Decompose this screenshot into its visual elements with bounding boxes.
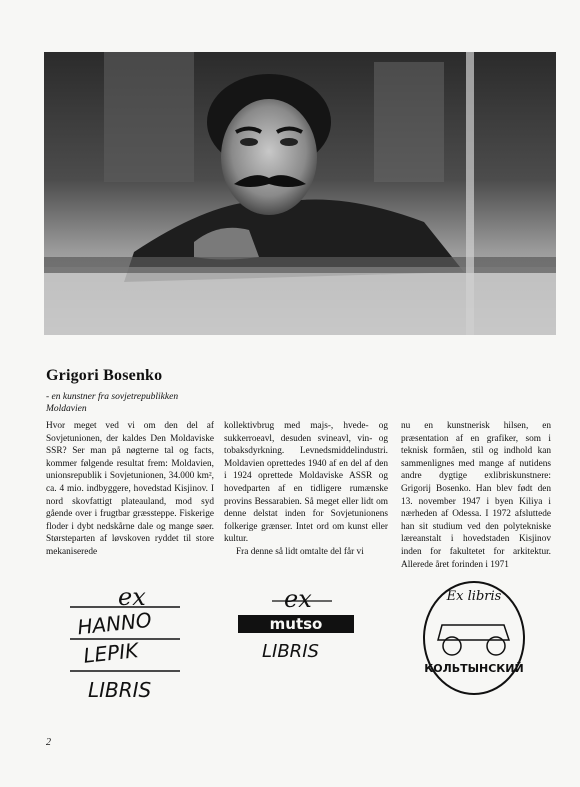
paragraph: kollektivbrug med majs-, hvede- og sukkerroeavl, desuden svineavl, vin- og tobaksdyrkning. Levnedsmiddelindustri. Moldavien oprettedes 1940 af en del af den i 1924 oprettede Moldaviske ASSR og hovedparten af en tidligere rumænske provins Bessarabien. Så meget eller lidt om denne delstat inden for Sovjetunionens folkerige grænser. Intet ord om kunst eller kultur. xyxy=(224,421,388,545)
exlibris-hanno-lepik-artwork xyxy=(60,585,190,705)
text-column-3 xyxy=(401,420,551,571)
bookplate-text: LIBRIS xyxy=(88,678,152,702)
text-column-1 xyxy=(46,420,214,559)
article-subtitle: - en kunstner fra sovjetrepublikken Moldavien xyxy=(46,392,179,414)
bookplate-text: КОЛЬТЫНСКИЙ xyxy=(424,662,524,675)
bookplate-text: ex xyxy=(284,585,312,613)
exlibris-hanno-lepik xyxy=(60,585,190,705)
artist-portrait-photo xyxy=(44,52,556,335)
exlibris-koltynsky-artwork xyxy=(414,570,534,700)
bookplate-text: ex xyxy=(118,585,146,611)
article-title: Grigori Bosenko xyxy=(46,367,163,384)
portrait-illustration xyxy=(44,52,556,335)
exlibris-mutso-artwork xyxy=(232,585,360,665)
text-column-2 xyxy=(224,420,388,559)
page-number: 2 xyxy=(46,737,51,748)
paragraph: Fra denne så lidt omtalte del får vi xyxy=(236,546,364,557)
bookplate-text: LIBRIS xyxy=(262,641,319,662)
exlibris-mutso xyxy=(232,585,360,665)
bookplate-text: LEPIK xyxy=(82,638,140,668)
paragraph: nu en kunstnerisk hilsen, en præsentation af en grafiker, som i teknisk formåen, stil og indhold kan sammenlignes med mange af nutidens andre dygtige exlibriskunstnere: Grigorij Bosenko. Han blev født den 13. november 1947 i byen Kiliya i nærheden af Odessa. I 1972 afsluttede han sit studium ved den polytekniske læreanstalt i hovedstaden Kisjinov inden for fakultetet for arkitektur. Allerede året forinden i 1971 xyxy=(401,421,551,570)
bookplate-text: mutso xyxy=(269,615,323,633)
bookplate-text: Ex libris xyxy=(446,589,502,604)
bookplate-text: HANNO xyxy=(76,607,153,640)
exlibris-koltynsky xyxy=(414,570,534,700)
paragraph: Hvor meget ved vi om den del af Sovjetunionen, der kaldes Den Moldaviske SSR? Ser man på nøgterne tal og facts, kommer følgende resultat frem: Moldavien, unionsrepublik i Sovjetunionen, 34.000 km², ca. 4 mio. indbyggere, hovedstad Kisjinov. I nord skovfattigt plateauland, mod syd gående over i frugtbar græssteppe. Fiskerige floder i dybt nedskårne dale og mange søer. Størsteparten af løvskoven ryddet til store mekaniserede xyxy=(46,421,214,557)
